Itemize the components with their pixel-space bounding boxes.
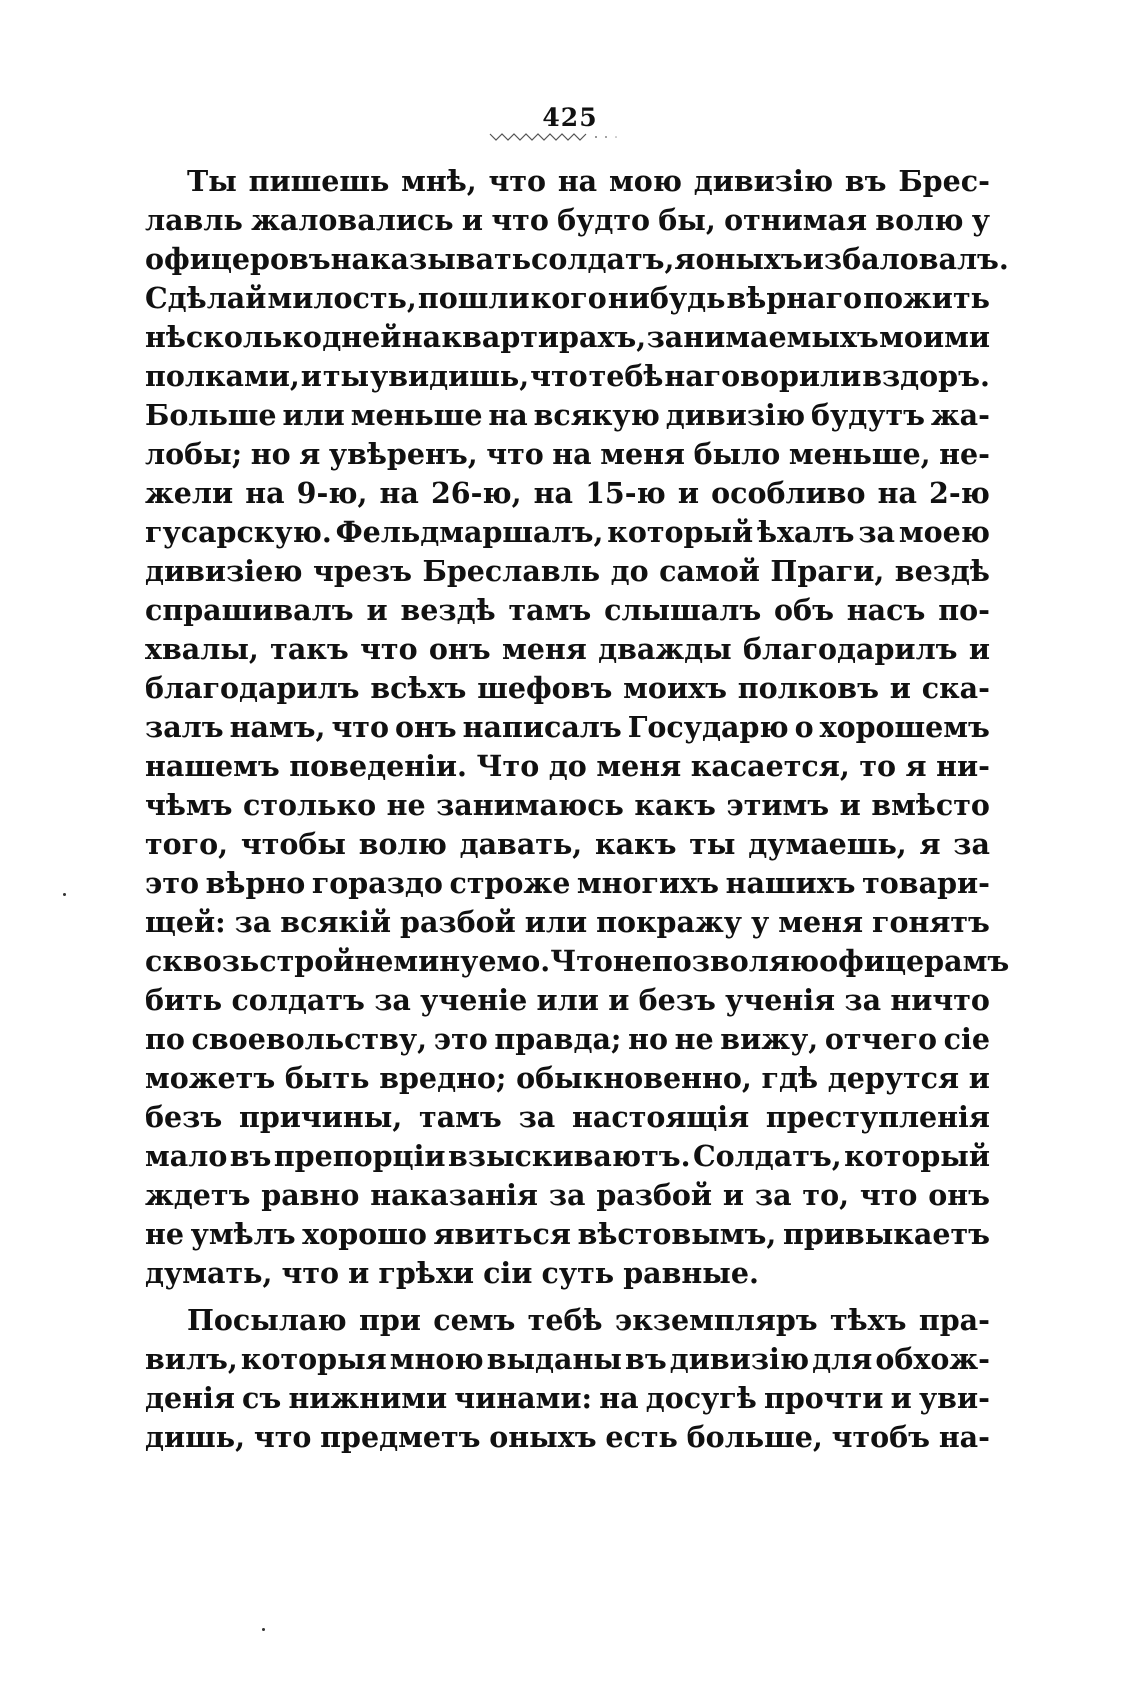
text-line: нѣсколько дней на квартирахъ, занимаемыхъ моими <box>145 320 990 354</box>
text-line: залъ намъ, что онъ написалъ Государю о хорошемъ <box>145 710 990 744</box>
text-line: можетъ быть вредно; обыкновенно, гдѣ дерутся и <box>145 1061 990 1095</box>
text-line: Посылаю при семъ тебѣ экземпляръ тѣхъ пра- <box>187 1303 990 1337</box>
text-line: бить солдатъ за ученіе или и безъ ученія за ничто <box>145 983 990 1017</box>
text-line: благодарилъ всѣхъ шефовъ моихъ полковъ и ска- <box>145 671 990 705</box>
scan-mark <box>63 893 66 896</box>
text-line: дивизіею чрезъ Бреславль до самой Праги, вездѣ <box>145 554 990 588</box>
text-line: хвалы, такъ что онъ меня дважды благодарилъ и <box>145 632 990 666</box>
paragraph <box>145 162 1010 1293</box>
scan-mark <box>262 1628 265 1631</box>
text-line: Ты пишешь мнѣ, что на мою дивизію въ Брес- <box>187 164 990 198</box>
text-line: дишь, что предметъ оныхъ есть больше, чтобъ на- <box>145 1420 990 1454</box>
text-line: Больше или меньше на всякую дивизію будутъ жа- <box>145 398 990 432</box>
text-line: жели на 9-ю, на 26-ю, на 15-ю и особливо на 2-ю <box>145 476 990 510</box>
text-line: того, чтобы волю давать, какъ ты думаешь, я за <box>145 827 990 861</box>
text-line: спрашивалъ и вездѣ тамъ слышалъ объ насъ по- <box>145 593 990 627</box>
page-number: 425 <box>542 103 598 132</box>
text-line: нашемъ поведеніи. Что до меня касается, то я ни- <box>145 749 990 783</box>
text-line: мало въ препорціи взыскиваютъ. Солдатъ, который <box>145 1139 990 1173</box>
text-line: это вѣрно гораздо строже многихъ нашихъ товари- <box>145 866 990 900</box>
ornament-divider <box>488 128 638 146</box>
text-line: лавль жаловались и что будто бы, отнимая волю у <box>145 203 990 237</box>
text-line: полками, и ты увидишь, что тебѣ наговорили вздоръ. <box>145 359 990 393</box>
body-text <box>145 162 1010 1457</box>
text-line: не умѣлъ хорошо явиться вѣстовымъ, привыкаетъ <box>145 1217 990 1251</box>
text-line: думать, что и грѣхи сіи суть равные. <box>145 1256 759 1290</box>
paragraph <box>145 1301 990 1457</box>
text-line: денія съ нижними чинами: на досугѣ прочти и уви- <box>145 1381 990 1415</box>
text-line: по своевольству, это правда; но не вижу, отчего сіе <box>145 1022 990 1056</box>
text-line: лобы; но я увѣренъ, что на меня было меньше, не- <box>145 437 990 471</box>
text-line: безъ причины, тамъ за настоящія преступленія <box>145 1100 990 1134</box>
text-line: офицеровъ наказывать солдатъ, я оныхъ избаловалъ. <box>145 242 1009 276</box>
text-line: вилъ, которыя мною выданы въ дивизію для обхож- <box>145 1342 990 1376</box>
text-line: сквозь строй неминуемо. Что не позволяю офицерамъ <box>145 944 1010 978</box>
text-line: гусарскую. Фельдмаршалъ, который ѣхалъ за моею <box>145 515 990 549</box>
text-line: Сдѣлай милость, пошли кого нибудь вѣрнаго пожить <box>145 281 990 315</box>
text-line: ждетъ равно наказанія за разбой и за то, что онъ <box>145 1178 990 1212</box>
text-line: чѣмъ столько не занимаюсь какъ этимъ и вмѣсто <box>145 788 990 822</box>
text-line: щей: за всякій разбой или покражу у меня гонятъ <box>145 905 990 939</box>
